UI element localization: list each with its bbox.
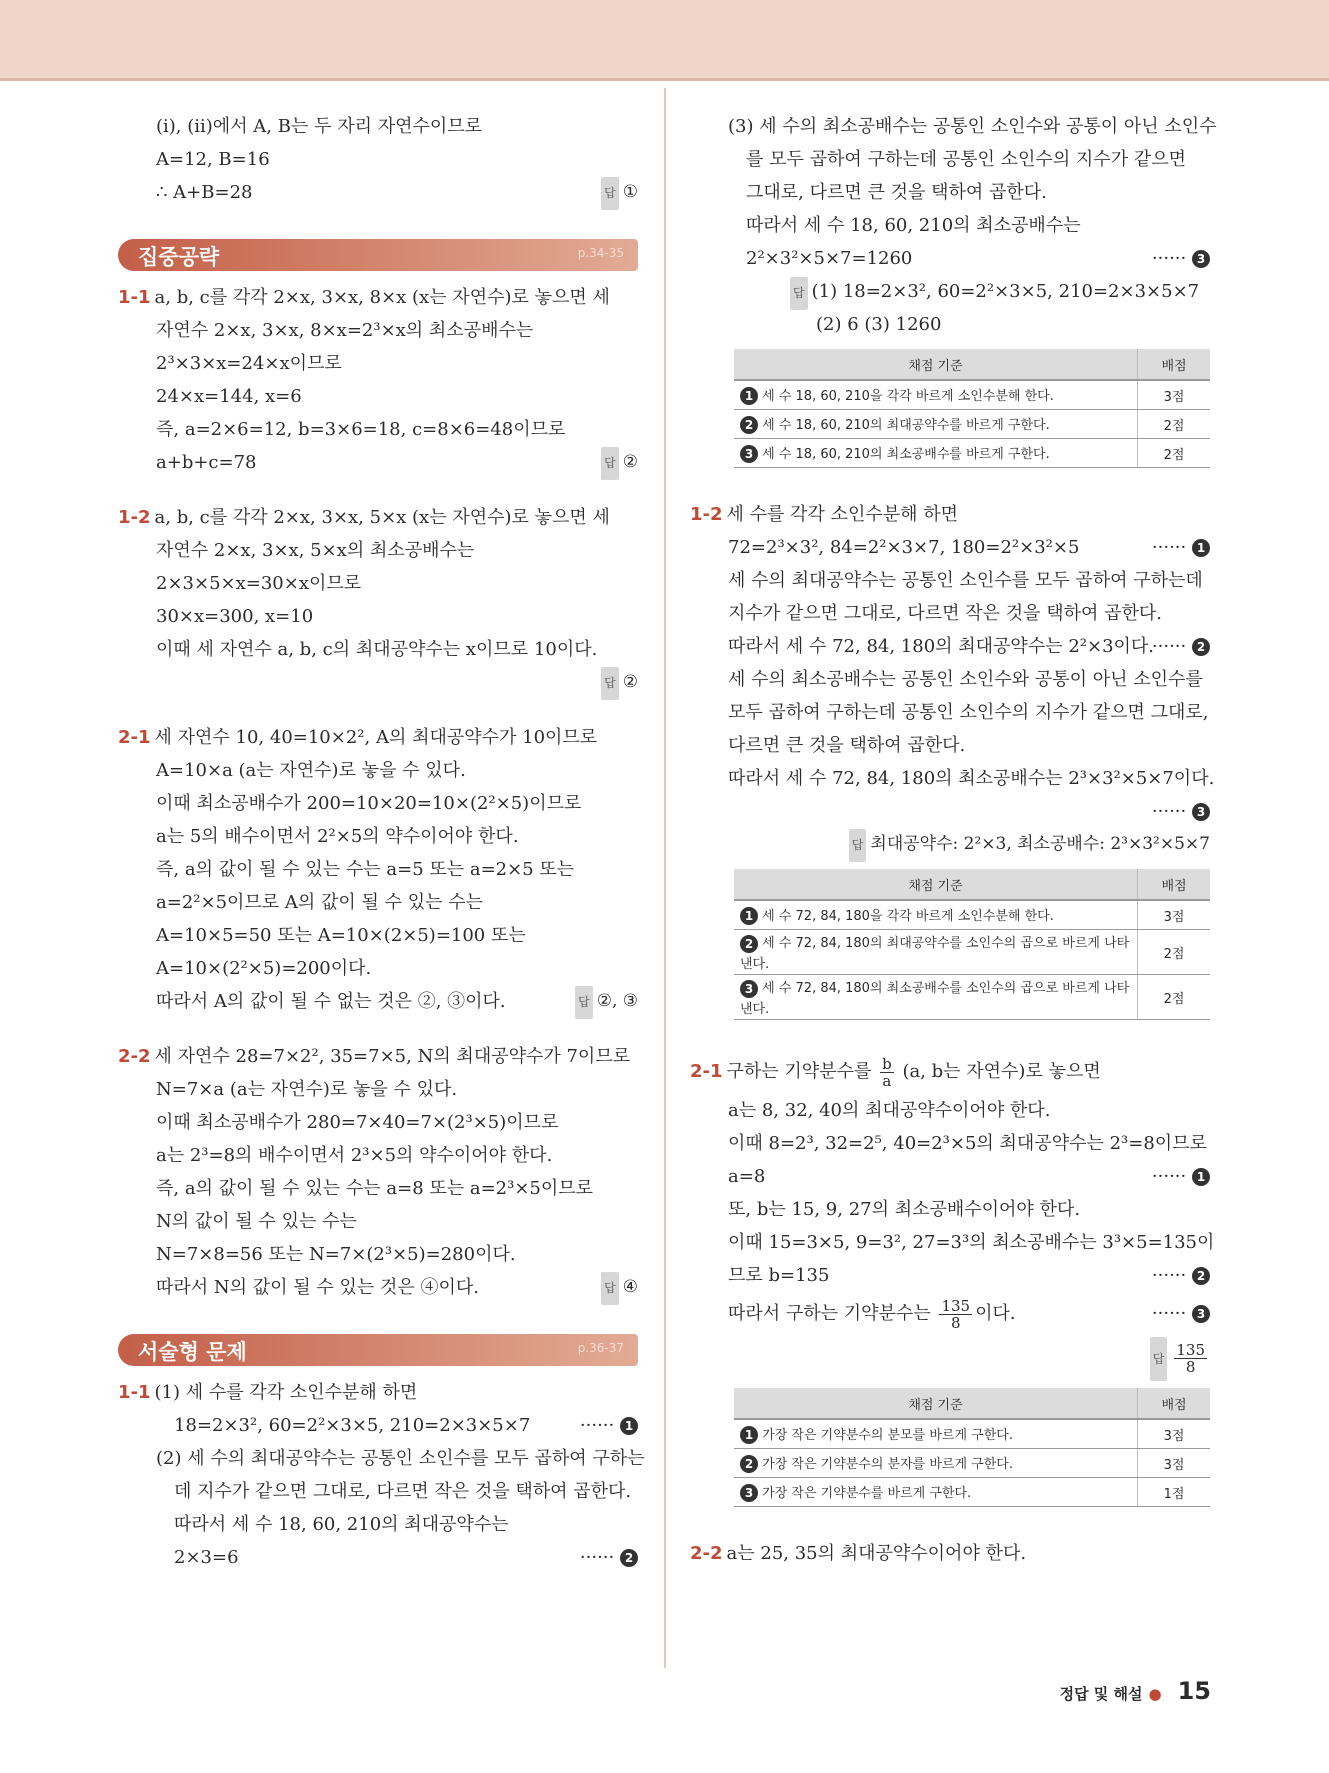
answer-value: (1) 18=2×3², 60=2²×3×5, 210=2×3×5×7	[811, 281, 1200, 302]
table-cell: 2점	[1138, 930, 1211, 975]
scoring-table-2	[734, 869, 1210, 1020]
text: 따라서 A의 값이 될 수 없는 것은 ②, ③이다.	[156, 991, 506, 1012]
text-line	[118, 721, 638, 754]
answer	[601, 1271, 638, 1305]
table-cell	[734, 1449, 1138, 1478]
text: a, b, c를 각각 2×x, 3×x, 8×x (x는 자연수)로 놓으면 세	[154, 287, 610, 308]
section-header-focus	[118, 239, 638, 271]
table-row	[734, 1419, 1210, 1449]
text: a, b, c를 각각 2×x, 3×x, 5×x (x는 자연수)로 놓으면 세	[154, 507, 610, 528]
table-cell	[734, 975, 1138, 1020]
spacer	[118, 1018, 638, 1040]
scoring-table-1	[734, 349, 1210, 468]
step-3-icon: 3	[1192, 803, 1210, 821]
text-line: 이때 15=3×5, 9=3², 27=3³의 최소공배수는 3³×5=135이	[728, 1232, 1215, 1253]
text-line	[118, 446, 638, 479]
dots: ······	[579, 1547, 615, 1568]
step-icon: 2	[740, 416, 758, 434]
denominator: 8	[951, 1313, 961, 1332]
text-line: 를 모두 곱하여 구하는데 공통인 소인수의 지수가 같으면	[746, 149, 1186, 170]
step-marker	[1152, 1259, 1210, 1292]
text: 따라서 구하는 기약분수는	[728, 1303, 931, 1324]
text-line: a는 5의 배수이면서 2²×5의 약수이어야 한다.	[156, 826, 519, 847]
step-marker	[1152, 242, 1210, 275]
text: 세 수를 각각 소인수분해 하면	[726, 504, 959, 525]
table-header: 배점	[1138, 869, 1211, 900]
cell-text: 가장 작은 기약분수의 분모를 바르게 구한다.	[762, 1427, 1013, 1443]
text: (a, b는 자연수)로 놓으면	[902, 1061, 1101, 1082]
text-line	[690, 531, 1210, 564]
text-line	[690, 242, 1210, 275]
footer-text: 정답 및 해설	[1059, 1685, 1143, 1703]
problem-label: 2-2	[118, 1046, 151, 1067]
dots: ······	[1151, 1303, 1187, 1324]
problem-label: 2-2	[690, 1543, 723, 1564]
fraction	[939, 1298, 972, 1331]
dots: ······	[1151, 248, 1187, 269]
text: 세 자연수 28=7×2², 35=7×5, N의 최대공약수가 7이므로	[154, 1046, 631, 1067]
text-line	[690, 498, 1210, 531]
problem-label: 1-1	[118, 1382, 151, 1403]
text-line: (2) 세 수의 최대공약수는 공통인 소인수를 모두 곱하여 구하는	[156, 1448, 645, 1469]
spacer	[690, 1515, 1210, 1537]
section-title: 서술형 문제	[138, 1340, 247, 1364]
table-header: 채점 기준	[734, 869, 1138, 900]
cell-text: 세 수 18, 60, 210의 최대공약수를 바르게 구한다.	[762, 417, 1050, 433]
text-line: 세 수의 최대공약수는 공통인 소인수를 모두 곱하여 구하는데	[728, 570, 1203, 591]
problem-1-2	[118, 501, 638, 699]
section-header-essay	[118, 1334, 638, 1366]
fraction	[1174, 1342, 1207, 1375]
step-3-icon: 3	[1192, 1305, 1210, 1323]
text: ∴ A+B=28	[156, 182, 253, 203]
table-cell: 2점	[1138, 439, 1211, 468]
table-header: 배점	[1138, 1388, 1211, 1419]
text-line: 세 수의 최소공배수는 공통인 소인수와 공통이 아닌 소인수를	[728, 669, 1203, 690]
table-row	[734, 410, 1210, 439]
answer-tag: 답	[575, 986, 593, 1019]
text-line: 2×3×5×x=30×x이므로	[156, 573, 362, 594]
answer-tag: 답	[849, 829, 867, 862]
step-marker	[1152, 630, 1210, 663]
text-line: a=2²×5이므로 A의 값이 될 수 있는 수는	[156, 892, 483, 913]
text-line: 이때 세 자연수 a, b, c의 최대공약수는 x이므로 10이다.	[156, 639, 598, 660]
numerator: 135	[1176, 1341, 1205, 1359]
table-cell	[734, 380, 1138, 410]
text-line: 즉, a의 값이 될 수 있는 수는 a=5 또는 a=2×5 또는	[156, 859, 575, 880]
answer-value: ②	[622, 672, 638, 692]
text-line	[118, 1271, 638, 1304]
text-line: N=7×a (a는 자연수)로 놓을 수 있다.	[156, 1079, 458, 1100]
text-line: (3) 세 수의 최소공배수는 공통인 소인수와 공통이 아닌 소인수	[728, 116, 1217, 137]
denominator: 8	[1185, 1358, 1196, 1376]
cell-text: 세 수 18, 60, 210을 각각 바르게 소인수분해 한다.	[762, 388, 1054, 404]
step-icon: 1	[740, 907, 758, 925]
problem-label: 2-1	[118, 727, 151, 748]
dots: ······	[1151, 537, 1187, 558]
step-2-icon: 2	[620, 1549, 638, 1567]
text-line: 따라서 세 수 18, 60, 210의 최소공배수는	[746, 215, 1081, 236]
step-1-icon: 1	[1192, 539, 1210, 557]
cell-text: 세 수 72, 84, 180의 최소공배수를 소인수의 곱으로 바르게 나타낸다.	[740, 981, 1130, 1017]
answer-tag: 답	[1150, 1337, 1168, 1381]
text-line: 2³×3×x=24×x이므로	[156, 353, 342, 374]
bullet-icon: ●	[1148, 1685, 1162, 1703]
table-cell: 3점	[1138, 900, 1211, 930]
answer-tag: 답	[601, 1272, 619, 1305]
answer-value: ②, ③	[596, 991, 638, 1011]
text-line: 다르면 큰 것을 택하여 곱한다.	[728, 735, 966, 756]
text: a는 25, 35의 최대공약수이어야 한다.	[726, 1543, 1027, 1564]
step-marker	[1152, 1160, 1210, 1193]
table-row	[734, 1449, 1210, 1478]
step-icon: 1	[740, 1426, 758, 1444]
step-marker	[1152, 795, 1210, 828]
answer-value: (2) 6 (3) 1260	[816, 314, 942, 335]
fraction	[880, 1056, 894, 1089]
text-line	[118, 1040, 638, 1073]
text: 따라서 N의 값이 될 수 있는 것은 ④이다.	[156, 1277, 479, 1298]
problem-2-1	[118, 721, 638, 1018]
table-cell: 1점	[1138, 1478, 1211, 1507]
text-line	[118, 1541, 638, 1574]
text-line: N=7×8=56 또는 N=7×(2³×5)=280이다.	[156, 1244, 516, 1265]
problem-label: 1-2	[690, 504, 723, 525]
text-line	[118, 501, 638, 534]
text-line: A=10×5=50 또는 A=10×(2×5)=100 또는	[156, 925, 526, 946]
step-icon: 2	[740, 935, 758, 953]
text-line	[690, 1292, 1210, 1336]
text-line	[118, 985, 638, 1018]
dots: ······	[579, 1415, 615, 1436]
essay-1-1	[118, 1376, 645, 1574]
table-cell	[734, 1478, 1138, 1507]
table-header: 배점	[1138, 349, 1211, 380]
step-marker	[1152, 531, 1210, 564]
problem-2-2	[118, 1040, 638, 1304]
answer-value: ①	[622, 182, 638, 202]
answer-line	[690, 275, 1210, 308]
numerator: b	[882, 1054, 892, 1073]
header-band	[0, 0, 1329, 80]
answer	[1150, 1336, 1210, 1381]
table-row	[734, 900, 1210, 930]
text-line: 이때 최소공배수가 280=7×40=7×(2³×5)이므로	[156, 1112, 559, 1133]
table-row	[734, 439, 1210, 468]
text: 72=2³×3², 84=2²×3×7, 180=2²×3²×5	[728, 537, 1080, 558]
cell-text: 세 수 72, 84, 180의 최대공약수를 소인수의 곱으로 바르게 나타낸다.	[740, 936, 1130, 972]
cell-text: 가장 작은 기약분수를 바르게 구한다.	[762, 1485, 972, 1501]
table-cell: 3점	[1138, 1419, 1211, 1449]
table-row	[734, 930, 1210, 975]
text-line	[118, 1376, 638, 1409]
text-line	[690, 1050, 1210, 1094]
step-icon: 2	[740, 1455, 758, 1473]
answer-tag: 답	[601, 447, 619, 480]
text-line: 지수가 같으면 그대로, 다르면 작은 것을 택하여 곱한다.	[728, 603, 1163, 624]
step-icon: 3	[740, 1484, 758, 1502]
table-cell	[734, 930, 1138, 975]
table-cell: 3점	[1138, 380, 1211, 410]
table-cell	[734, 439, 1138, 468]
header-rule	[0, 78, 1329, 81]
text: 2²×3²×5×7=1260	[746, 248, 913, 269]
answer	[575, 985, 638, 1019]
scoring-table-3	[734, 1388, 1210, 1507]
text: 세 자연수 10, 40=10×2², A의 최대공약수가 10이므로	[154, 727, 598, 748]
text-line: 즉, a의 값이 될 수 있는 수는 a=8 또는 a=2³×5이므로	[156, 1178, 594, 1199]
answer-value: ②	[622, 452, 638, 472]
table-header: 채점 기준	[734, 349, 1138, 380]
step-icon: 3	[740, 445, 758, 463]
essay-2-1	[690, 1050, 1215, 1380]
text: 18=2×3², 60=2²×3×5, 210=2×3×5×7	[174, 1415, 531, 1436]
spacer	[690, 1028, 1210, 1050]
dots: ······	[1151, 1166, 1187, 1187]
page-number: 15	[1177, 1677, 1211, 1705]
text-line: 그대로, 다르면 큰 것을 택하여 곱한다.	[746, 182, 1047, 203]
right-column	[690, 110, 1217, 1570]
cell-text: 가장 작은 기약분수의 분자를 바르게 구한다.	[762, 1456, 1013, 1472]
cell-text: 세 수 18, 60, 210의 최소공배수를 바르게 구한다.	[762, 446, 1050, 462]
answer	[601, 446, 638, 480]
text-line	[690, 630, 1210, 663]
dots: ······	[1151, 1265, 1187, 1286]
answer-line	[690, 1336, 1210, 1380]
text-line: 따라서 세 수 72, 84, 180의 최소공배수는 2³×3²×5×7이다.	[728, 768, 1215, 789]
answer-value: ④	[622, 1277, 638, 1297]
left-column	[118, 110, 645, 1574]
answer-tag: 답	[601, 667, 619, 700]
problem-label: 1-2	[118, 507, 151, 528]
text-line: a는 2³=8의 배수이면서 2³×5의 약수이어야 한다.	[156, 1145, 553, 1166]
text-line	[690, 1160, 1210, 1193]
answer-tag: 답	[601, 177, 619, 210]
section-pages: p.34-35	[577, 246, 624, 260]
essay-2-2	[690, 1537, 1210, 1570]
table-row	[734, 1478, 1210, 1507]
text: 이다.	[975, 1303, 1016, 1324]
table-row	[734, 380, 1210, 410]
text-line: (i), (ii)에서 A, B는 두 자리 자연수이므로	[156, 116, 483, 137]
text-line	[690, 795, 1210, 828]
column-divider	[664, 88, 666, 1668]
step-2-icon: 2	[1192, 638, 1210, 656]
section-pages: p.36-37	[577, 1341, 624, 1355]
step-icon: 3	[740, 980, 758, 998]
text-line: A=12, B=16	[156, 149, 270, 170]
section-title: 집중공략	[138, 245, 220, 269]
text-line: A=10×a (a는 자연수)로 놓을 수 있다.	[156, 760, 466, 781]
text-line: 모두 곱하여 구하는데 공통인 소인수의 지수가 같으면 그대로,	[728, 702, 1209, 723]
text-line	[690, 1259, 1210, 1292]
cell-text: 세 수 72, 84, 180을 각각 바르게 소인수분해 한다.	[762, 908, 1054, 924]
text-line: 30×x=300, x=10	[156, 606, 314, 627]
text-line: 데 지수가 같으면 그대로, 다르면 작은 것을 택하여 곱한다.	[174, 1481, 632, 1502]
text-line	[118, 666, 638, 699]
text-line: 이때 8=2³, 32=2⁵, 40=2³×5의 최대공약수는 2³=8이므로	[728, 1133, 1207, 1154]
text-line: a는 8, 32, 40의 최대공약수이어야 한다.	[728, 1100, 1051, 1121]
text-line	[118, 176, 638, 209]
essay-1-2	[690, 498, 1215, 861]
answer	[849, 828, 1210, 862]
spacer	[690, 476, 1210, 498]
table-cell: 2점	[1138, 975, 1211, 1020]
spacer	[118, 699, 638, 721]
text-line: A=10×(2²×5)=200이다.	[156, 958, 372, 979]
table-cell	[734, 410, 1138, 439]
answer	[601, 666, 638, 700]
text-line	[118, 1409, 638, 1442]
text: 구하는 기약분수를	[726, 1061, 872, 1082]
text-line: 자연수 2×x, 3×x, 8×x=2³×x의 최소공배수는	[156, 320, 534, 341]
answer-line	[690, 308, 1210, 341]
answer-tag: 답	[790, 277, 808, 310]
table-row	[734, 975, 1210, 1020]
problem-label: 1-1	[118, 287, 151, 308]
step-1-icon: 1	[1192, 1168, 1210, 1186]
table-cell	[734, 1419, 1138, 1449]
table-cell: 2점	[1138, 410, 1211, 439]
problem-label: 2-1	[690, 1061, 723, 1082]
problem-1-1	[118, 281, 638, 479]
step-3-icon: 3	[1192, 250, 1210, 268]
denominator: a	[882, 1071, 892, 1090]
text: 므로 b=135	[728, 1265, 830, 1286]
text-line: 24×x=144, x=6	[156, 386, 302, 407]
text-line: 이때 최소공배수가 200=10×20=10×(2²×5)이므로	[156, 793, 582, 814]
table-header: 채점 기준	[734, 1388, 1138, 1419]
step-icon: 1	[740, 387, 758, 405]
text-line: N의 값이 될 수 있는 수는	[156, 1211, 357, 1232]
numerator: 135	[941, 1296, 971, 1315]
text: 따라서 세 수 72, 84, 180의 최대공약수는 2²×3이다.	[728, 636, 1155, 657]
text-line: 또, b는 15, 9, 27의 최소공배수이어야 한다.	[728, 1199, 1081, 1220]
text-line: 즉, a=2×6=12, b=3×6=18, c=8×6=48이므로	[156, 419, 566, 440]
text-line	[118, 281, 638, 314]
dots: ······	[1151, 636, 1187, 657]
step-1-icon: 1	[620, 1417, 638, 1435]
answer-value: 최대공약수: 2²×3, 최소공배수: 2³×3²×5×7	[870, 834, 1210, 854]
step-marker	[1152, 1292, 1210, 1336]
text-line: 자연수 2×x, 3×x, 5×x의 최소공배수는	[156, 540, 475, 561]
step-marker	[580, 1409, 638, 1442]
page-footer	[1060, 1677, 1211, 1705]
step-marker	[580, 1541, 638, 1574]
dots: ······	[1151, 801, 1187, 822]
text: a=8	[728, 1166, 766, 1187]
text: a+b+c=78	[156, 452, 257, 473]
table-cell: 3점	[1138, 1449, 1211, 1478]
text: (1) 세 수를 각각 소인수분해 하면	[154, 1382, 418, 1403]
answer	[601, 176, 638, 210]
table-cell	[734, 900, 1138, 930]
spacer	[118, 479, 638, 501]
text: 2×3=6	[174, 1547, 239, 1568]
answer-line	[690, 828, 1210, 861]
step-2-icon: 2	[1192, 1267, 1210, 1285]
text-line: 따라서 세 수 18, 60, 210의 최대공약수는	[174, 1514, 509, 1535]
